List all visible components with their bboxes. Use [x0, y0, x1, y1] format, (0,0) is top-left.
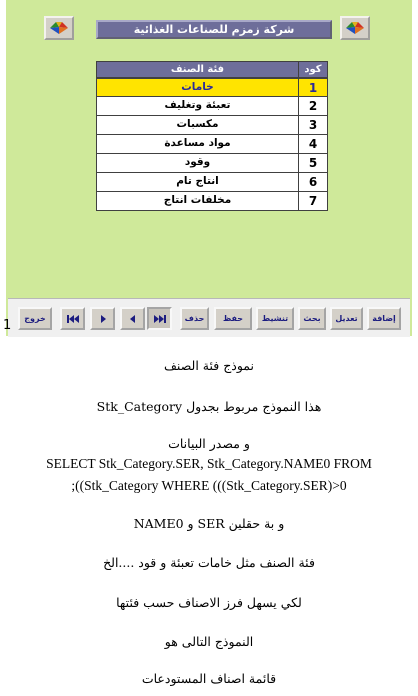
cell-name[interactable]: مكسبات	[96, 116, 299, 135]
header-name[interactable]: فئة الصنف	[96, 61, 299, 78]
grid-rows	[96, 78, 328, 211]
last-record-icon	[153, 314, 167, 324]
cell-code[interactable]: 3	[298, 116, 328, 135]
cell-code[interactable]: 7	[298, 192, 328, 211]
sql-line-1: SELECT Stk_Category.SER, Stk_Category.NAME0 FROM	[46, 456, 372, 471]
cell-code[interactable]: 1	[298, 78, 328, 97]
table-row[interactable]	[96, 192, 328, 211]
cell-code[interactable]: 6	[298, 173, 328, 192]
edit-button[interactable]: تعديل	[330, 307, 363, 330]
last-record-button[interactable]	[147, 307, 172, 330]
exit-button[interactable]: خروج	[18, 307, 52, 330]
table-row[interactable]	[96, 116, 328, 135]
cell-name[interactable]: انتاج تام	[96, 173, 299, 192]
delete-button[interactable]: حذف	[180, 307, 209, 330]
logo-left-icon[interactable]	[44, 16, 74, 40]
doc-line-source: و مصدر البيانات	[168, 436, 250, 451]
refresh-button[interactable]: تنشيط	[256, 307, 294, 330]
next-record-icon	[98, 314, 108, 324]
previous-record-button[interactable]	[120, 307, 145, 330]
table-row[interactable]	[96, 154, 328, 173]
logo-icon	[48, 20, 70, 36]
logo-icon	[344, 20, 366, 36]
doc-line-table: هذا النموذج مربوط بجدول Stk_Category	[96, 399, 322, 414]
cell-code[interactable]: 2	[298, 97, 328, 116]
category-grid	[96, 61, 328, 211]
header-code[interactable]: كود	[298, 61, 328, 78]
cell-name[interactable]: مخلفات انتاج	[96, 192, 299, 211]
cell-name[interactable]: مواد مساعدة	[96, 135, 299, 154]
first-record-button[interactable]	[60, 307, 85, 330]
table-row[interactable]	[96, 135, 328, 154]
record-toolbar	[8, 298, 410, 337]
doc-line-last: قائمة اصناف المستودعات	[141, 671, 277, 686]
previous-record-icon	[128, 314, 138, 324]
doc-line-purpose: لكي يسهل فرز الاصناف حسب فئتها	[116, 595, 302, 610]
add-button[interactable]: إضافة	[367, 307, 401, 330]
sql-line-2: ;((Stk_Category WHERE (((Stk_Category.SER)>0	[71, 478, 347, 493]
save-button[interactable]: حفظ	[214, 307, 252, 330]
first-record-icon	[66, 314, 80, 324]
cell-name[interactable]: خامات	[96, 78, 299, 97]
table-row[interactable]	[96, 97, 328, 116]
cell-name[interactable]: وقود	[96, 154, 299, 173]
next-record-button[interactable]	[90, 307, 115, 330]
form-panel	[6, 0, 412, 336]
logo-right-icon[interactable]	[340, 16, 370, 40]
category-form	[0, 0, 418, 336]
search-button[interactable]: بحث	[298, 307, 326, 330]
doc-heading: نموذج فئة الصنف	[163, 358, 255, 373]
cell-name[interactable]: تعبئة وتغليف	[96, 97, 299, 116]
doc-line-example: فئة الصنف مثل خامات تعبئة و قود ....الخ	[103, 555, 315, 570]
company-title: شركة زمزم للصناعات الغذائية	[96, 20, 332, 39]
table-row[interactable]	[96, 173, 328, 192]
grid-header-row	[96, 61, 328, 78]
doc-line-next: النموذج التالى هو	[164, 634, 254, 649]
cell-code[interactable]: 4	[298, 135, 328, 154]
table-row[interactable]	[96, 78, 328, 97]
doc-line-fields: و بة حقلين SER و NAME0	[133, 516, 285, 531]
left-mark: 1	[3, 318, 12, 333]
cell-code[interactable]: 5	[298, 154, 328, 173]
